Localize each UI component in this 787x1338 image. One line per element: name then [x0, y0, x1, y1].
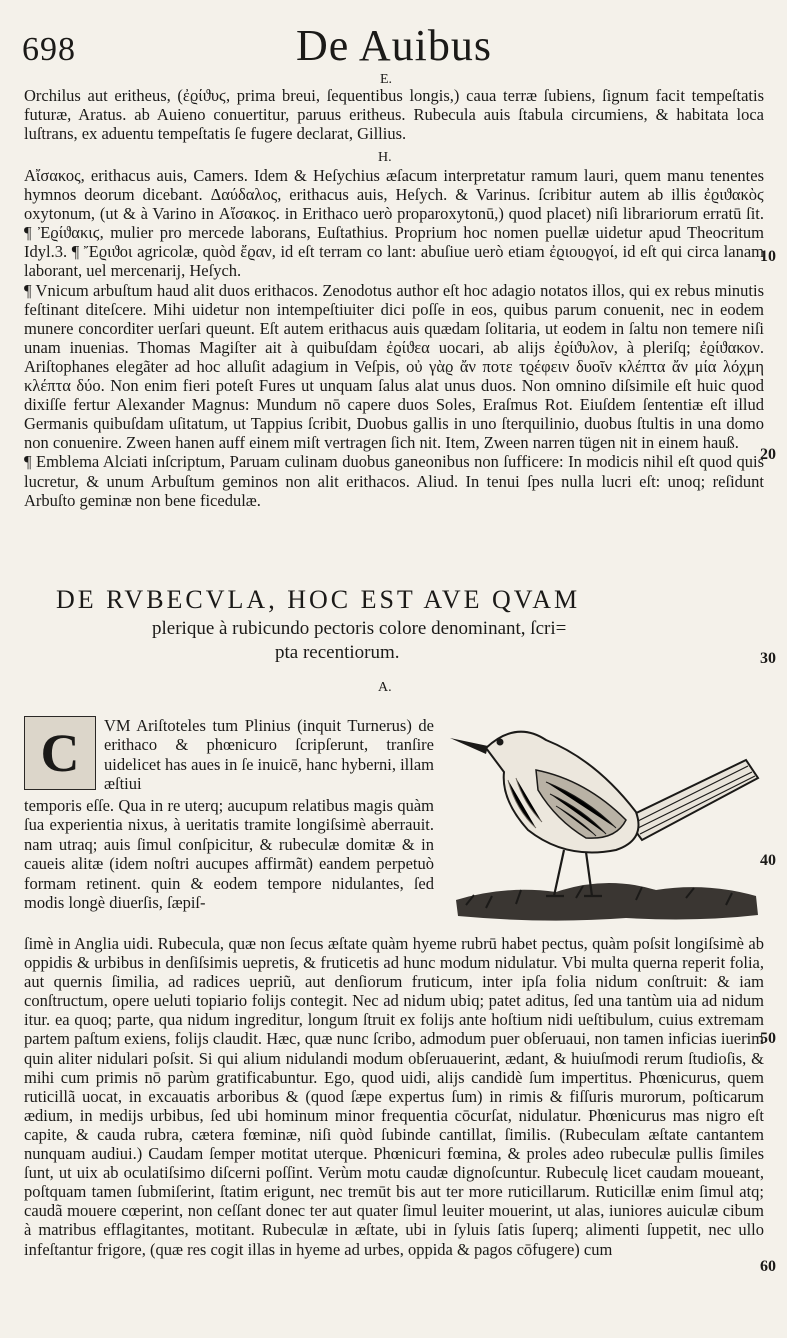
section-e-text — [24, 86, 764, 143]
section-marker-a: A. — [378, 680, 392, 695]
margin-number: 50 — [760, 1030, 776, 1047]
section-h-paragraph-3: ¶ Emblema Alciati inſcriptum, Paruam culinam duobus ganeonibus non ſufficere: In modicis nihil eſt quod quis lucretur, & unum Arbuſtum geminos non alit erithacos. Aliud. In tenui ſpes nulla lucri eſt: unoq; reſidunt Arbuſto geminæ non bene ficedulæ. — [24, 452, 764, 510]
section-e-paragraph: Orchilus aut eritheus, (ἐϱίϑυϛ, prima breui, ſequentibus longis,) caua terræ ſubiens, ſignum facit tempeſtatis futuræ, Aratus. ab Auieno conuertitur, paruus eritheus. Rubecula auis ſtabula circumiens, & habitata loca luſtrans, ex aduentu tempeſtatis ſe fugere declarat, Gillius. — [24, 86, 764, 144]
section-h-paragraph-1: Αἴσακος, erithacus auis, Camers. Idem & Heſychius æſacum interpretatur ramum lauri, quem manu tenentes hymnos deorum dicebant. Δαύδαλος, erithacus auis, Heſych. & Varinus. ſcribitur autem ab illis ἐϱιϑακὸϛ oxytonum, (ut & à Varino in Αἴσακοϛ. in Erithaco uerò proparoxytonū,) quod placet) niſi librariorum erratū ſit. ¶ Ἐϱίϑακιϛ, mulier pro mercede laborans, Euſtathius. Proprium hoc nomen puellæ uidetur apud Theocritum Idyl.3. ¶ Ἔϱιϑοι agricolæ, quòd ἔϱαν, id eſt terram co lant: abuſiue uerò etiam ἐϱιουϱγοί, id eſt qui circa lanam laborant, uel mercenarij, Heſych. — [24, 166, 764, 281]
section-a-continuation: ſimè in Anglia uidi. Rubecula, quæ non ſecus æſtate quàm hyeme rubrū habet pectus, quàm poſsit longiſsimè ab oppidis & urbibus in denſiſsimis uepretis, & fruticetis ad hunc modum nidulatur. Vbi multa querna reperit folia, aut quernis ſimilia, ad radices uepriũ, aut denſiorum fruticum, inter ipſa folia nidum conſtruit: & iam conſtructum, opere ueluti topiario folijs contegit. Nec ad nidum ubiq; patet aditus, ſed una tantùm uia ad nidum itur. ea quoq; parte, qua nidum ingreditur, longum ſtruit ex folijs ante hoſtium nidi ueſtibulum, cuius extremam partem paſtum exiens, folijs claudit. Hæc, quæ nunc ſcribo, admodum puer obſeruaui, non tamen inficias iuerim quin aliter nidulari poſsit. Si qui alium nidulandi modum obſeruauerint, ædant, & huiuſmodi rerum ſtudioſis, & mihi cum primis nō parùm gratificabuntur. Ego, quod uidi, alijs candidè ſum impertitus. Phœnicurus, quem ruticillã uocat, in excauatis arboribus & (quod ſæpe expertus ſum) in rimis & fiſſuris murorum, poſticarum ædium, in medijs urbibus, ſed ubi hominum minor frequentia cōcurſat, nidulatur. Phœnicurus mas nigro eſt capite, & cauda rubra, cætera fœminæ, niſi quòd ſubinde cantillat, ſimilis. (Rubeculam æſtate cantantem nunquam audiui.) Caudam ſemper motitat uterque. Phœnicuri fœmina, & proles adeo rubeculæ pullis ſimiles ſunt, ut uix ab oculatiſsimo diſcerni poſſint. Verùm motu caudæ dignoſcuntur. Rubeculę licet caudam moueant, poſtquam tamen ſubmiſerint, ſtatim erigunt, nec tremūt bis aut ter more ruticillarum. Ruticillæ enim ſimul atq; caudã mouere cœperint, non ceſſant donec ter aut quater ſimul leuiter mouerint, ut alas, iuniores auiculæ cibum à matribus efflagitantes, motitant. Rubeculæ in æſtate, ubi in ſyluis ſatis ſuperq; alimenti ſuppetit, nec ullo infeſtantur frigore, (quæ res cogit illas in hyeme ad urbes, oppida & pagos cōfugere) cum — [24, 934, 764, 1259]
page-number: 698 — [22, 31, 76, 68]
robin-woodcut-icon — [446, 700, 764, 930]
section-marker-h: H. — [378, 150, 392, 165]
section-a-opening: VM Ariſtoteles tum Plinius (inquit Turnerus) de erithaco & phœnicuro ſcripſerunt, tranſire uidelicet has aues in ſe inuicē, hanc hyberni, illam æſtiui — [104, 716, 434, 794]
section-h-paragraph-2: ¶ Vnicum arbuſtum haud alit duos erithacos. Zenodotus author eſt hoc adagio notatos illos, qui ex rebus minutis feſtinant diteſcere. Mihi uidetur non intempeſtiuiter dici poſſe in eos, quibus parum conuenit, nec in eodem munere concorditer uerſari queunt. Eſt autem erithacus auis quædam ſolitaria, ut eodem in ſaltu non temere niſi unam inuenias. Thomas Magiſter ait à quibuſdam ἐϱίϑεα uocari, ab alijs ἐϱίϑυλον, à pleriſq; ἐϱίϑακον. Ariſtophanes elegãter ad hoc alluſit adagium in Veſpis, οὐ γὰϱ ἄν ποτε τϱέφειν δυοῖν κλέπτα ἄν μία λόχμη κλέπτα δύο. Non enim fieri poteſt Fures ut unquam ſalus alat unus duos. Non omnino diſsimile eſt huic quod dixiſſe fertur Alexander Magnus: Mundum nō capere duos Soles, Eraſmus Rot. Eiuſdem ſententiæ eſt illud Germanis quibuſdam uſitatum, ut Tappius ſcribit, Duobus gallis in uno ſterquilinio, duobus ſtultis in una domo non conuenire. Zween hanen auff einem miſt vertragen ſich nit. Item, Zween narren tügen nit in einem hauß. — [24, 280, 764, 453]
margin-number: 40 — [760, 852, 776, 869]
running-title: De Auibus — [296, 21, 492, 70]
section-a-column: temporis eſſe. Qua in re uterq; aucupum relatibus magis quàm ſua experientia nixus, à ueritatis tramite longiſsimè aberrauit. nam utraq; auis ſimul conſpicitur, & rubeculæ domitæ & in caueis alitæ (idem noſtri aucupes affirmãt) eandem perpetuò formam retinent. quin & eodem tempore nidulantes, ſed modis longè diuerſis, ſæpiſ- — [24, 796, 434, 913]
margin-number: 20 — [760, 446, 776, 463]
section-marker-e: E. — [380, 72, 393, 87]
drop-cap: C — [24, 716, 96, 790]
chapter-subtitle-line-1: plerique à rubicundo pectoris colore denominant, ſcri= — [152, 618, 567, 639]
chapter-subtitle-line-2: pta recentiorum. — [275, 642, 400, 663]
margin-number: 60 — [760, 1258, 776, 1275]
section-h-text — [24, 166, 764, 510]
margin-number: 10 — [760, 248, 776, 265]
margin-number: 30 — [760, 650, 776, 667]
chapter-title: DE RVBECVLA, HOC EST AVE QVAM — [56, 585, 581, 614]
